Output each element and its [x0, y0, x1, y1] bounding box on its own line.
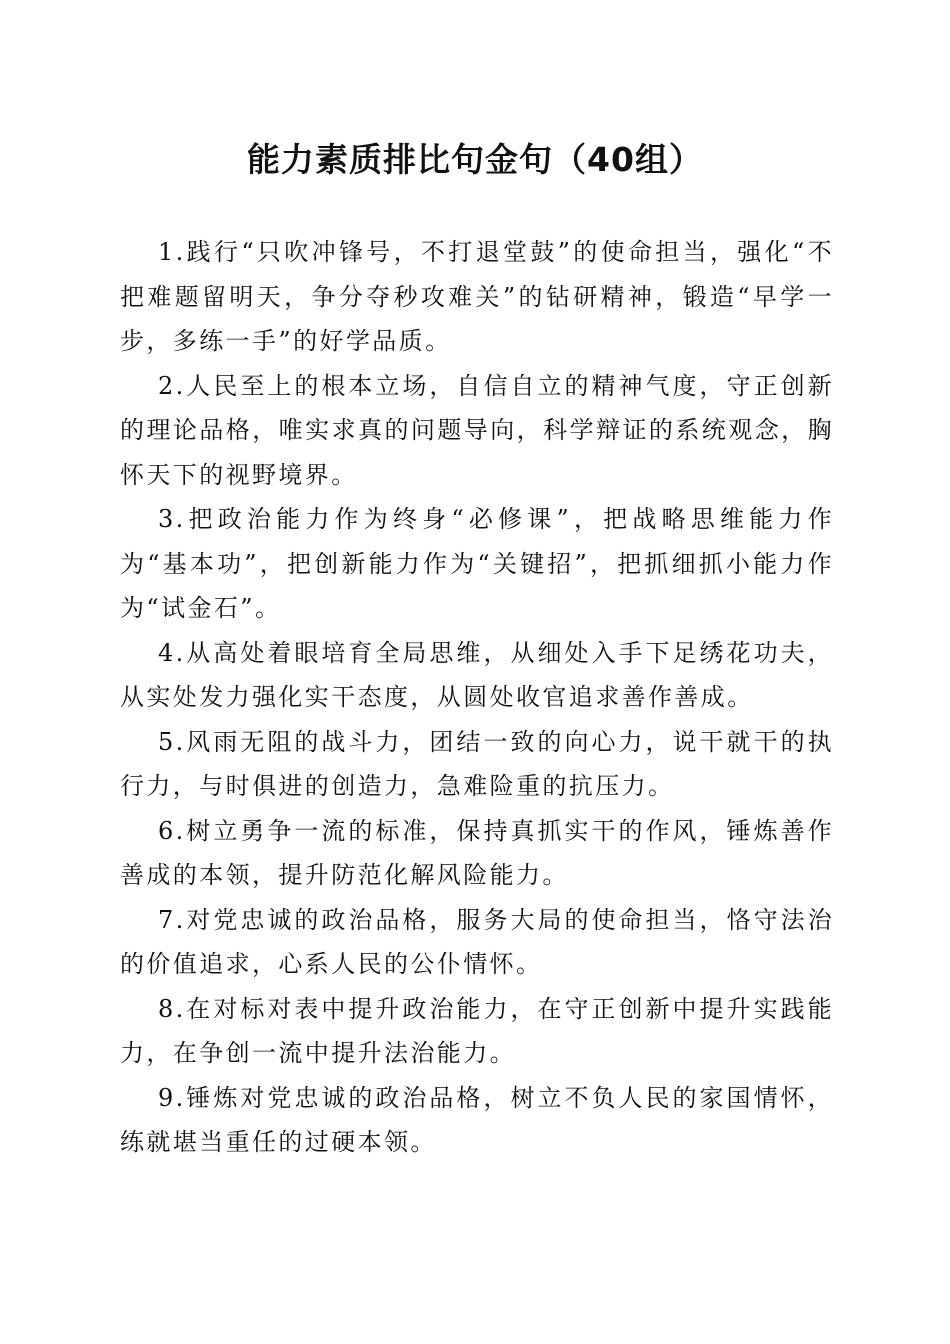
paragraph-8: 8.在对标对表中提升政治能力，在守正创新中提升实践能力，在争创一流中提升法治能力。: [120, 994, 834, 1067]
paragraph-4: 4.从高处着眼培育全局思维，从细处入手下足绣花功夫，从实处发力强化实干态度，从圆处收官追求善作善成。: [120, 638, 834, 711]
paragraph-2: 2.人民至上的根本立场，自信自立的精神气度，守正创新的理论品格，唯实求真的问题导向，科学辩证的系统观念，胸怀天下的视野境界。: [120, 371, 834, 489]
paragraph-7: 7.对党忠诚的政治品格，服务大局的使命担当，恪守法治的价值追求，心系人民的公仆情怀。: [120, 905, 834, 978]
document-body: [120, 230, 834, 1165]
paragraph-9: 9.锤炼对党忠诚的政治品格，树立不负人民的家国情怀，练就堪当重任的过硬本领。: [120, 1083, 834, 1156]
paragraph-1: 1.践行“只吹冲锋号，不打退堂鼓”的使命担当，强化“不把难题留明天，争分夺秒攻难关”的钻研精神，锻造“早学一步，多练一手”的好学品质。: [120, 238, 834, 355]
paragraph-5: 5.风雨无阻的战斗力，团结一致的向心力，说干就干的执行力，与时俱进的创造力，急难险重的抗压力。: [120, 727, 834, 800]
paragraph-6: 6.树立勇争一流的标准，保持真抓实干的作风，锤炼善作善成的本领，提升防范化解风险能力。: [120, 816, 834, 889]
document-title: 能力素质排比句金句（40组）: [247, 140, 703, 179]
paragraph-3: 3.把政治能力作为终身“必修课”，把战略思维能力作为“基本功”，把创新能力作为“关键招”，把抓细抓小能力作为“试金石”。: [120, 505, 834, 622]
